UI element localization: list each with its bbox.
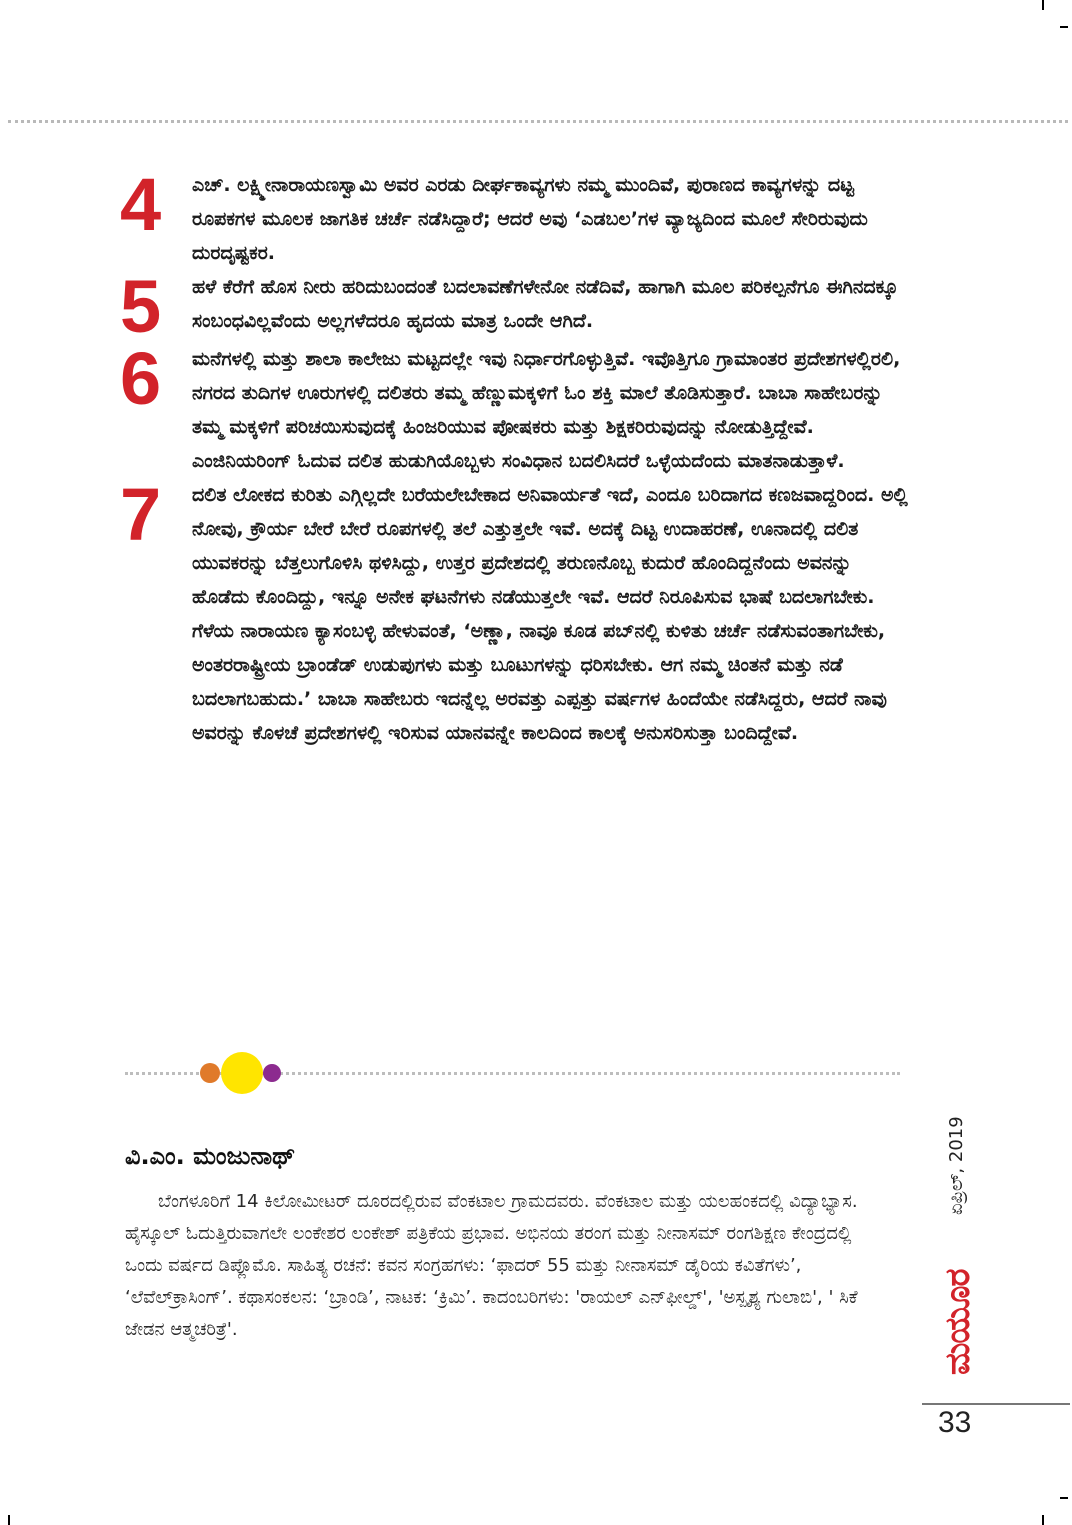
section-7: [120, 473, 910, 750]
top-dotted-divider: [8, 120, 1068, 123]
crop-mark: [1060, 1497, 1068, 1499]
crop-mark: [1042, 1515, 1044, 1525]
sidebar: [938, 1095, 978, 1385]
section-text: ಎಚ್. ಲಕ್ಷ್ಮೀನಾರಾಯಣಸ್ವಾಮಿ ಅವರ ಎರಡು ದೀರ್ಘಕಾವ್ಯಗಳು ನಮ್ಮ ಮುಂದಿವೆ, ಪುರಾಣದ ಕಾವ್ಯಗಳನ್ನು ದಟ್ಟ ರೂಪಕಗಳ ಮೂಲಕ ಜಾಗತಿಕ ಚರ್ಚೆ ನಡೆಸಿದ್ದಾರೆ; ಆದರೆ ಅವು ‘ಎಡಬಲ’ಗಳ ವ್ಯಾಜ್ಯದಿಂದ ಮೂಲೆ ಸೇರಿರುವುದು ದುರದೃಷ್ಟಕರ.: [192, 174, 868, 264]
page-number-rule: [922, 1403, 1070, 1405]
section-number: 5: [120, 265, 160, 348]
orange-dot-ornament: [200, 1063, 220, 1083]
section-text: ಹಳೆ ಕೆರೆಗೆ ಹೊಸ ನೀರು ಹರಿದುಬಂದಂತೆ ಬದಲಾವಣೆಗಳೇನೋ ನಡೆದಿವೆ, ಹಾಗಾಗಿ ಮೂಲ ಪರಿಕಲ್ಪನೆಗೂ ಈಗಿನದಕ್ಕೂ ಸಂಬಂಧವಿಲ್ಲವೆಂದು ಅಲ್ಲಗಳೆದರೂ ಹೃದಯ ಮಾತ್ರ ಒಂದೇ ಆಗಿದೆ.: [192, 276, 899, 332]
section-5: [120, 265, 910, 348]
section-text: ಮನೆಗಳಲ್ಲಿ ಮತ್ತು ಶಾಲಾ ಕಾಲೇಜು ಮಟ್ಟದಲ್ಲೇ ಇವು ನಿರ್ಧಾರಗೊಳ್ಳುತ್ತಿವೆ. ಇವೊತ್ತಿಗೂ ಗ್ರಾಮಾಂತರ ಪ್ರದೇಶಗಳಲ್ಲಿರಲಿ, ನಗರದ ತುದಿಗಳ ಊರುಗಳಲ್ಲಿ ದಲಿತರು ತಮ್ಮ ಹೆಣ್ಣುಮಕ್ಕಳಿಗೆ ಓಂ ಶಕ್ತಿ ಮಾಲೆ ತೊಡಿಸುತ್ತಾರೆ. ಬಾಬಾ ಸಾಹೇಬರನ್ನು ತಮ್ಮ ಮಕ್ಕಳಿಗೆ ಪರಿಚಯಿಸುವುದಕ್ಕೆ ಹಿಂಜರಿಯುವ ಪೋಷಕರು ಮತ್ತು ಶಿಕ್ಷಕರಿರುವುದನ್ನು ನೋಡುತ್ತಿದ್ದೇವೆ. ಎಂಜಿನಿಯರಿಂಗ್ ಓದುವ ದಲಿತ ಹುಡುಗಿಯೊಬ್ಬಳು ಸಂವಿಧಾನ ಬದಲಿಸಿದರೆ ಒಳ್ಳೆಯದೆಂದು ಮಾತನಾಡುತ್ತಾಳೆ.: [192, 348, 901, 472]
yellow-dot-ornament: [221, 1052, 263, 1094]
page-number: 33: [938, 1406, 972, 1439]
author-name: ವಿ.ಎಂ. ಮಂಜುನಾಥ್: [125, 1142, 296, 1170]
numbered-sections: [120, 163, 910, 750]
author-bio: ಬೆಂಗಳೂರಿಗೆ 14 ಕಿಲೋಮೀಟರ್ ದೂರದಲ್ಲಿರುವ ವೆಂಕಟಾಲ ಗ್ರಾಮದವರು. ವೆಂಕಟಾಲ ಮತ್ತು ಯಲಹಂಕದಲ್ಲಿ ವಿದ್ಯಾಭ್ಯಾಸ. ಹೈಸ್ಕೂಲ್ ಓದುತ್ತಿರುವಾಗಲೇ ಲಂಕೇಶರ ಲಂಕೇಶ್ ಪತ್ರಿಕೆಯ ಪ್ರಭಾವ. ಅಭಿನಯ ತರಂಗ ಮತ್ತು ನೀನಾಸಮ್ ರಂಗಶಿಕ್ಷಣ ಕೇಂದ್ರದಲ್ಲಿ ಒಂದು ವರ್ಷದ ಡಿಪ್ಲೊಮೊ. ಸಾಹಿತ್ಯ ರಚನೆ: ಕವನ ಸಂಗ್ರಹಗಳು: ‘ಫಾದರ್ 55 ಮತ್ತು ನೀನಾಸಮ್ ಡೈರಿಯ ಕವಿತೆಗಳು’, ‘ಲೆವೆಲ್‌ಕ್ರಾಸಿಂಗ್’. ಕಥಾಸಂಕಲನ: ‘ಬ್ರಾಂಡಿ’, ನಾಟಕ: ‘ಕ್ರಿಮಿ’. ಕಾದಂಬರಿಗಳು: 'ರಾಯಲ್ ಎನ್‌ಫೀಲ್ಡ್', 'ಅಸ್ಪೃಶ್ಯ ಗುಲಾಬಿ', ' ಸಿಕೆ ಜೇಡನ ಆತ್ಮಚರಿತ್ರೆ'.: [125, 1191, 858, 1340]
purple-dot-ornament: [263, 1064, 281, 1082]
section-number: 6: [120, 337, 160, 420]
section-4: [120, 163, 910, 270]
section-6: [120, 337, 910, 478]
section-number: 7: [120, 473, 160, 556]
issue-date: ಏಪ್ರಿಲ್, 2019: [946, 1116, 967, 1215]
magazine-logo: ಮಯೂರ: [938, 1269, 978, 1375]
section-number: 4: [120, 163, 160, 246]
section-text: ದಲಿತ ಲೋಕದ ಕುರಿತು ಎಗ್ಗಿಲ್ಲದೇ ಬರೆಯಲೇಬೇಕಾದ ಅನಿವಾರ್ಯತೆ ಇದೆ, ಎಂದೂ ಬರಿದಾಗದ ಕಣಜವಾದ್ದರಿಂದ. ಅಲ್ಲಿ ನೋವು, ಕ್ರೌರ್ಯ ಬೇರೆ ಬೇರೆ ರೂಪಗಳಲ್ಲಿ ತಲೆ ಎತ್ತುತ್ತಲೇ ಇವೆ. ಅದಕ್ಕೆ ದಿಟ್ಟ ಉದಾಹರಣೆ, ಊನಾದಲ್ಲಿ ದಲಿತ ಯುವಕರನ್ನು ಬೆತ್ತಲುಗೊಳಿಸಿ ಥಳಿಸಿದ್ದು, ಉತ್ತರ ಪ್ರದೇಶದಲ್ಲಿ ತರುಣನೊಬ್ಬ ಕುದುರೆ ಹೊಂದಿದ್ದನೆಂದು ಅವನನ್ನು ಹೊಡೆದು ಕೊಂದಿದ್ದು, ಇನ್ನೂ ಅನೇಕ ಘಟನೆಗಳು ನಡೆಯುತ್ತಲೇ ಇವೆ. ಆದರೆ ನಿರೂಪಿಸುವ ಭಾಷೆ ಬದಲಾಗಬೇಕು. ಗೆಳೆಯ ನಾರಾಯಣ ಕ್ಯಾಸಂಬಳ್ಳಿ ಹೇಳುವಂತೆ, ‘ಅಣ್ಣಾ, ನಾವೂ ಕೂಡ ಪಬ್‌ನಲ್ಲಿ ಕುಳಿತು ಚರ್ಚೆ ನಡೆಸುವಂತಾಗಬೇಕು, ಅಂತರರಾಷ್ಟ್ರೀಯ ಬ್ರಾಂಡೆಡ್ ಉಡುಪುಗಳು ಮತ್ತು ಬೂಟುಗಳನ್ನು ಧರಿಸಬೇಕು. ಆಗ ನಮ್ಮ ಚಿಂತನೆ ಮತ್ತು ನಡೆ ಬದಲಾಗಬಹುದು.’ ಬಾಬಾ ಸಾಹೇಬರು ಇದನ್ನೆಲ್ಲ ಅರವತ್ತು ಎಪ್ಪತ್ತು ವರ್ಷಗಳ ಹಿಂದೆಯೇ ನಡೆಸಿದ್ದರು, ಆದರೆ ನಾವು ಅವರನ್ನು ಕೊಳಚೆ ಪ್ರದೇಶಗಳಲ್ಲಿ ಇರಿಸುವ ಯಾನವನ್ನೇ ಕಾಲದಿಂದ ಕಾಲಕ್ಕೆ ಅನುಸರಿಸುತ್ತಾ ಬಂದಿದ್ದೇವೆ.: [192, 484, 908, 744]
crop-mark: [8, 1515, 10, 1525]
crop-mark: [1060, 26, 1068, 28]
crop-mark: [1042, 0, 1044, 10]
